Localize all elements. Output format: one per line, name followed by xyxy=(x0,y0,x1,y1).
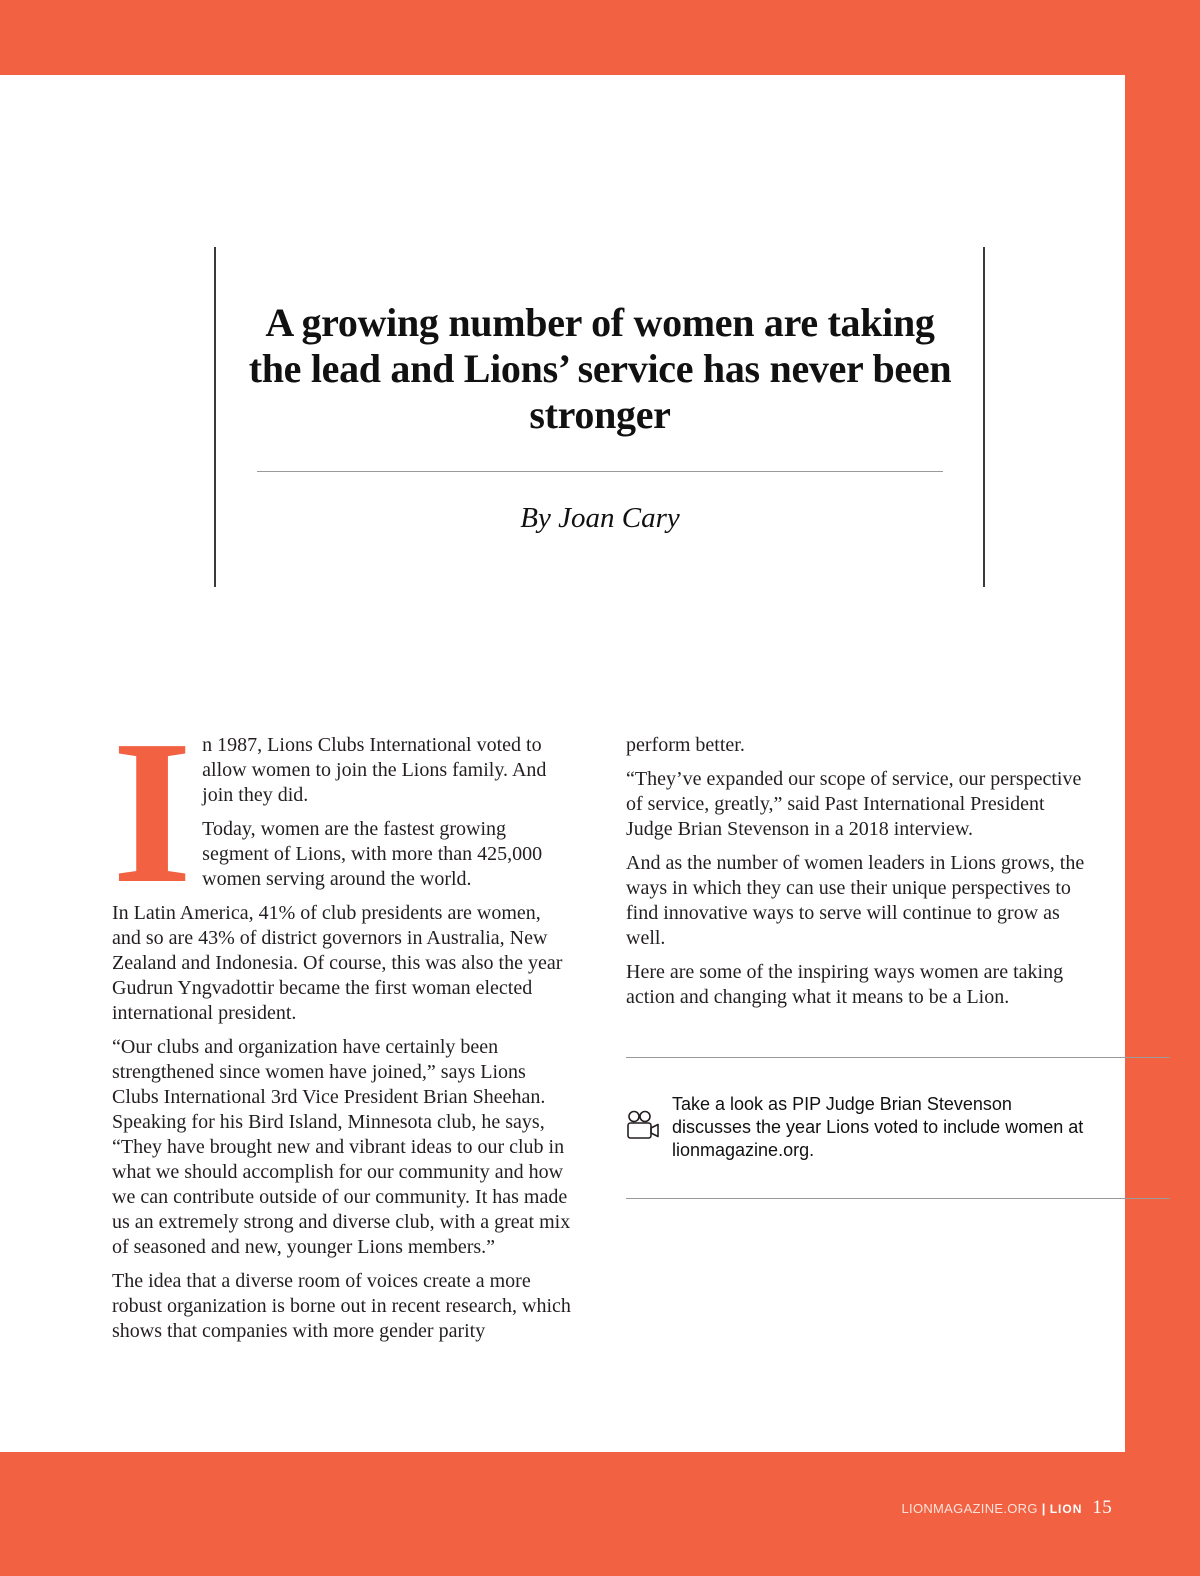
right-paragraph-4: Here are some of the inspiring ways women are taking action and changing what it means to be a Lion. xyxy=(626,961,1064,1008)
footer-brand: LION xyxy=(1049,1502,1083,1516)
article-headline: A growing number of women are taking the lead and Lions’ service has never been stronger xyxy=(248,300,952,437)
left-paragraph-4: The idea that a diverse room of voices create a more robust organization is borne out in recent research, which shows that companies with more gender parity xyxy=(112,1270,571,1342)
title-frame-left-rule xyxy=(214,247,216,587)
right-paragraph-3: And as the number of women leaders in Lions grows, the ways in which they can use their unique perspectives to find innovative ways to serve will continue to grow as well. xyxy=(626,852,1085,949)
title-frame-right-rule xyxy=(983,247,985,587)
right-paragraph-1: perform better. xyxy=(626,734,745,756)
article-byline: By Joan Cary xyxy=(520,502,680,534)
callout-bottom-rule xyxy=(626,1198,1170,1199)
callout-top-rule xyxy=(626,1057,1170,1058)
footer-separator: | xyxy=(1041,1501,1046,1516)
video-camera-icon xyxy=(626,1110,660,1140)
drop-cap: I xyxy=(112,697,193,926)
footer-site[interactable]: LIONMAGAZINE.ORG xyxy=(901,1501,1038,1516)
left-column xyxy=(112,697,574,1353)
right-column xyxy=(626,733,1091,1019)
left-paragraph-2: In Latin America, 41% of club presidents are women, and so are 43% of district governors in Australia, New Zealand and Indonesia. Of course, this was also the year Gudrun Yngvadottir became the first woman elected international president. xyxy=(112,902,563,1024)
first-paragraph-text: n 1987, Lions Clubs International voted to allow women to join the Lions family. And join they did. xyxy=(202,734,547,806)
page-footer xyxy=(902,1497,1112,1519)
page-number: 15 xyxy=(1092,1497,1112,1518)
headline-divider xyxy=(257,471,943,472)
right-paragraph-2: “They’ve expanded our scope of service, our perspective of service, greatly,” said Past International President Judge Brian Stevenson in a 2018 interview. xyxy=(626,768,1082,840)
left-paragraph-3: “Our clubs and organization have certainly been strengthened since women have joined,” says Lions Clubs International 3rd Vice President Brian Sheehan. Speaking for his Bird Island, Minnesota club, he says, “They have brought new and vibrant ideas to our club in what we should accomplish for our community and how we can contribute outside of our community. It has made us an extremely strong and diverse club, with a great mix of seasoned and new, younger Lions members.” xyxy=(112,1036,571,1258)
video-callout-text[interactable]: Take a look as PIP Judge Brian Stevenson discusses the year Lions voted to include women at lionmagazine.org. xyxy=(672,1094,1084,1160)
left-paragraph-1: Today, women are the fastest growing segment of Lions, with more than 425,000 women serving around the world. xyxy=(202,818,543,890)
